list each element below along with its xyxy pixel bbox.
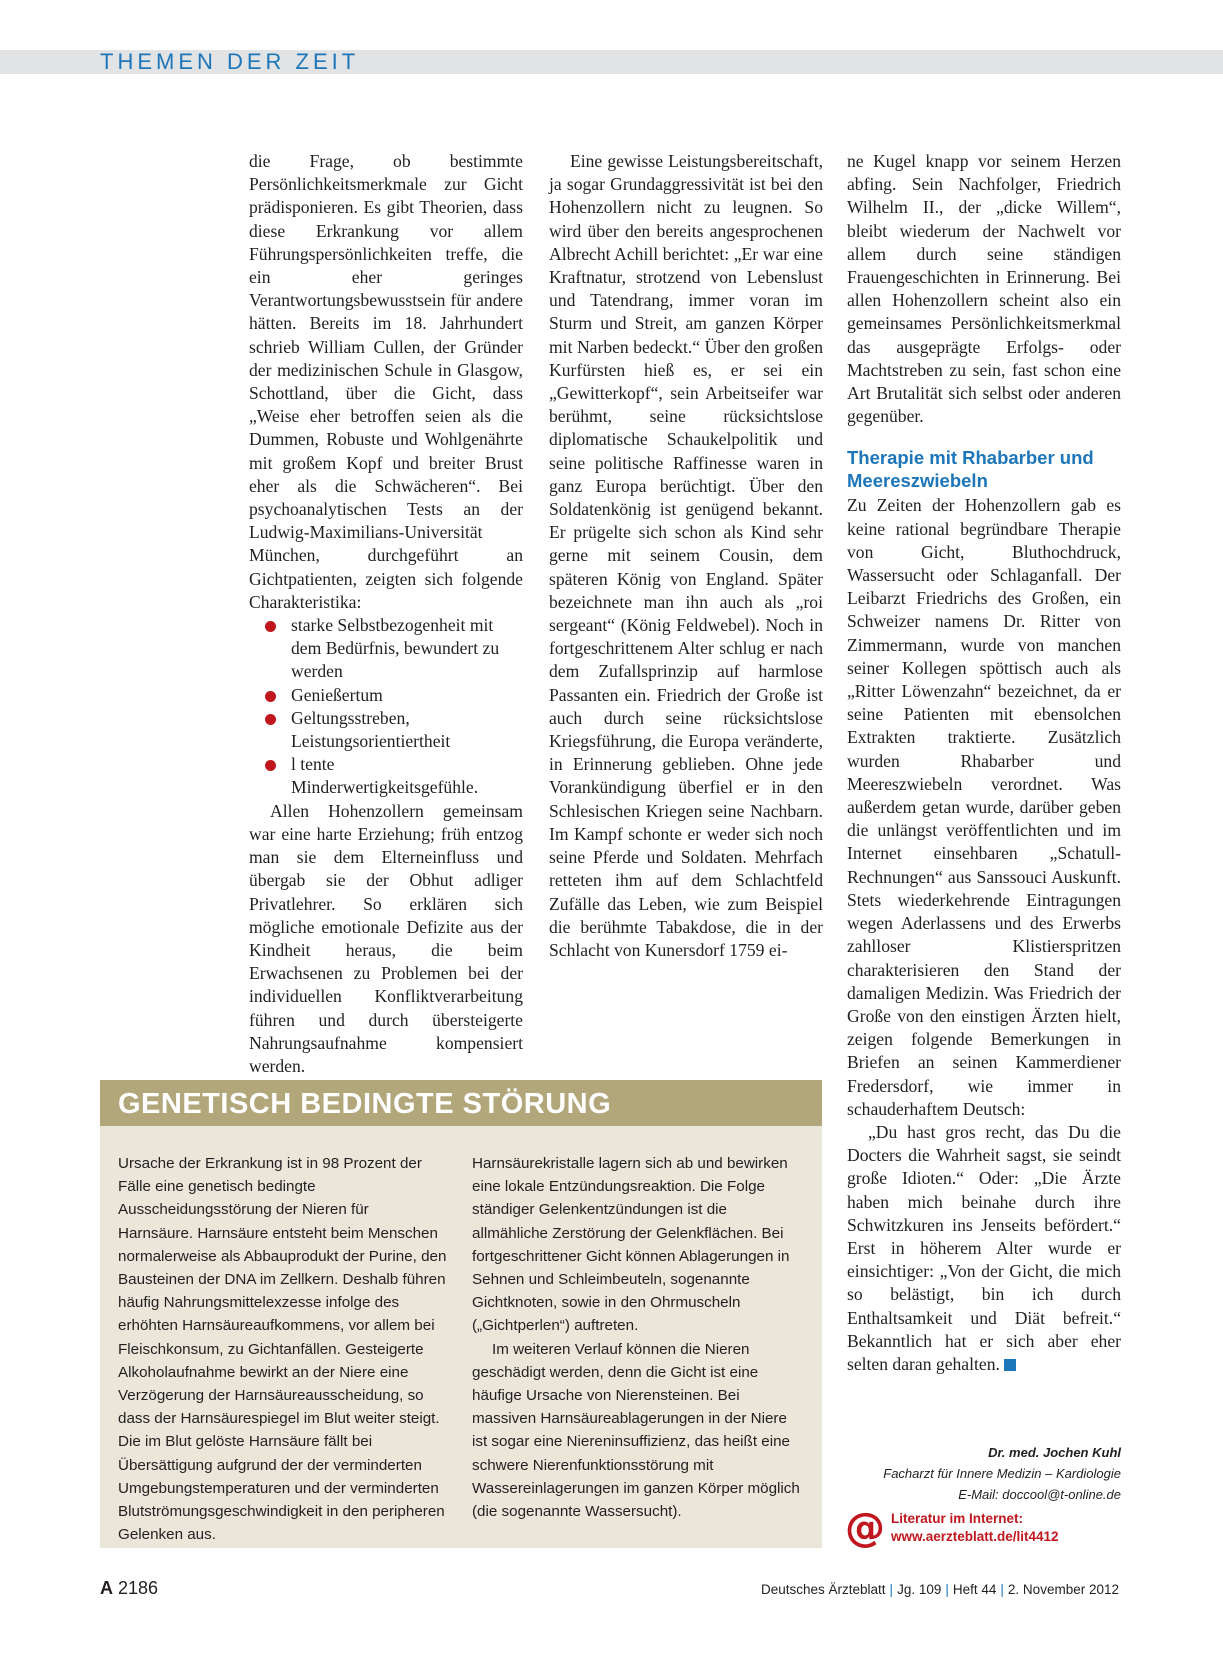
info-box-header	[100, 1080, 822, 1126]
paragraph: Allen Hohenzollern gemeinsam war eine harte Erziehung; früh entzog man sie dem Elterneinfluss und übergab sie der Obhut adliger Privatlehrer. So erklären sich mögliche emotionale Defizite aus der Kindheit heraus, die beim Erwachsenen zu Problemen bei der individuellen Konfliktverarbeitung führen und durch übersteigerte Nahrungsaufnahme kompensiert werden.	[249, 800, 523, 1076]
journal-name: Deutsches Ärzteblatt	[760, 1582, 886, 1597]
article-column-3	[847, 150, 1121, 1376]
journal-issue: Heft 44	[952, 1582, 997, 1597]
list-item: Geltungsstreben, Leistungsorientiertheit	[291, 707, 523, 753]
info-box-title: GENETISCH BEDINGTE STÖRUNG	[118, 1088, 612, 1120]
literature-link[interactable]	[845, 1505, 1125, 1552]
author-name: Dr. med. Jochen Kuhl	[988, 1445, 1121, 1460]
page-number-value: 2186	[118, 1578, 159, 1598]
author-email[interactable]: E-Mail: doccool@t-online.de	[958, 1487, 1121, 1502]
paragraph-text: „Du hast gros recht, das Du die Docters die Wahrheit sagst, sie seindt große Idioten.“ Oder: „Die Ärzte haben mich beinahe durch ihre Schwitzkuren ins Jenseits befördert.“ Erst in höherem Alter wurde er einsichtiger: „Von der Gicht, die mich so belästigt, bin ich durch Enthaltsamkeit und Diät befreit.“ Bekanntlich hat er sich aber eher selten daran gehalten.	[847, 1121, 1121, 1374]
journal-footer	[761, 1582, 1119, 1597]
info-box	[100, 1080, 822, 1548]
paragraph: Zu Zeiten der Hohenzollern gab es keine rational begründbare Therapie von Gicht, Bluthochdruck, Wassersucht oder Schlaganfall. Der Leibarzt Friedrichs des Großen, ein Schweizer namens Dr. Ritter von Zimmermann, wurde von manchen seiner Kollegen spöttisch auch als „Ritter Löwenzahn“ bezeichnet, da er seine Patienten mit ebensolchen Extrakten traktierte. Zusätzlich wurden Rhabarber und Meereszwiebeln verordnet. Was außerdem getan wurde, darüber geben die unlängst veröffentlichten und im Internet einsehbaren „Schatull-Rechnungen“ aus Sanssouci Auskunft. Stets wiederkehrende Eintragungen wegen Aderlassens und des Erwerbs zahlloser Klistierspritzen charakterisieren den Stand der damaligen Medizin. Was Friedrich der Große von den einstigen Ärzten hielt, zeigen folgende Bemerkungen in Briefen an seinen Kammerdiener Fredersdorf, wie immer in schauderhaftem Deutsch:	[847, 495, 1121, 1119]
author-byline	[847, 1442, 1121, 1505]
list-item: Genießertum	[291, 684, 523, 707]
end-mark-icon	[1004, 1359, 1016, 1371]
separator: |	[889, 1582, 894, 1597]
literature-url[interactable]: www.aerzteblatt.de/lit4412	[891, 1529, 1059, 1544]
paragraph: Harnsäurekristalle lagern sich ab und bewirken eine lokale Entzündungsreaktion. Die Folge ständiger Gelenkentzündungen ist die allmähliche Zerstörung der Gelenkflächen. Bei fortgeschrittener Gicht können Ablagerungen in Sehnen und Schleimbeuteln, sogenannte Gichtknoten, sowie in den Ohrmuscheln („Gichtperlen“) auftreten.	[472, 1155, 790, 1335]
paragraph-final	[847, 1121, 1121, 1376]
separator: |	[1000, 1582, 1004, 1597]
list-item: l tente Minderwertigkeitsgefühle.	[291, 753, 523, 799]
paragraph: Im weiteren Verlauf können die Nieren geschädigt werden, denn die Gicht ist eine häufige Ursache von Nierensteinen. Bei massiven Harnsäureablagerungen in der Niere ist sogar eine Niereninsuffizienz, das heißt eine schwere Nierenfunktionsstörung mit Wassereinlagerungen im ganzen Körper möglich (die sogenannte Wassersucht).	[472, 1340, 800, 1521]
section-title: THEMEN DER ZEIT	[100, 49, 360, 74]
paragraph: Ursache der Erkrankung ist in 98 Prozent der Fälle eine genetisch bedingte Ausscheidungsstörung der Nieren für Harnsäure. Harnsäure entsteht beim Menschen normalerweise als Abbauprodukt der Purine, den Bausteinen der DNA im Zellkern. Deshalb führen häufig Nahrungsmittelexzesse infolge des erhöhten Harnsäureaufkommens, vor allem bei Fleischkonsum, zu Gichtanfällen. Gesteigerte Alkoholaufnahme bewirkt an der Niere eine Verzögerung der Harnsäureausscheidung, so dass der Harnsäurespiegel im Blut weiter steigt. Die im Blut gelöste Harnsäure fällt bei Übersättigung aufgrund der der verminderten Umgebungstemperaturen und der verminderten Blutströmungsgeschwindigkeit in den peripheren Gelenken aus.	[118, 1155, 447, 1544]
journal-volume: Jg. 109	[897, 1582, 942, 1597]
info-box-column-1	[118, 1152, 448, 1546]
paragraph: ne Kugel knapp vor seinem Herzen abfing. Sein Nachfolger, Friedrich Wilhelm II., der „dicke Willem“, bleibt wiederum der Nachwelt vor allem durch seine ständigen Frauengeschichten in Erinnerung. Bei allen Hohenzollern scheint also ein gemeinsames Persönlichkeitsmerkmal das ausgeprägte Erfolgs- oder Machtstreben zu sein, fast schon eine Art Brutalität sich selbst oder anderen gegenüber.	[847, 151, 1121, 427]
article-column-2	[549, 150, 823, 962]
list-item: starke Selbstbezogenheit mit dem Bedürfnis, bewundert zu werden	[291, 614, 523, 684]
info-box-column-2	[472, 1152, 802, 1523]
page-prefix: A	[100, 1578, 113, 1598]
at-sign-icon: @	[845, 1505, 885, 1551]
characteristics-list	[249, 614, 523, 800]
literature-label: Literatur im Internet:	[891, 1511, 1024, 1526]
journal-date: 2. November 2012	[1007, 1582, 1119, 1597]
paragraph: die Frage, ob bestimmte Persönlichkeitsmerkmale zur Gicht prädisponieren. Es gibt Theorien, dass diese Erkrankung vor allem Führungspersönlichkeiten treffe, die ein eher geringes Verantwortungsbewusstsein für andere hätten. Bereits im 18. Jahrhundert schrieb William Cullen, der Gründer der medizinischen Schule in Glasgow, Schottland, über die Gicht, dass „Weise eher betroffen seien als die Dummen, Robuste und Wohlgenährte mit großem Kopf und breiter Brust eher als die Schwächeren“. Bei psychoanalytischen Tests an der Ludwig-Maximilians-Universität München, durchgeführt an Gichtpatienten, zeigten sich folgende Charakteristika:	[249, 151, 523, 612]
separator: |	[945, 1582, 949, 1597]
subheading: Therapie mit Rhabarber und Meereszwiebeln	[847, 447, 1094, 492]
article-column-1	[249, 150, 523, 1078]
author-role: Facharzt für Innere Medizin – Kardiologie	[883, 1466, 1121, 1481]
page-number	[100, 1578, 158, 1599]
paragraph: Eine gewisse Leistungsbereitschaft, ja sogar Grundaggressivität ist bei den Hohenzollern nicht zu leugnen. So wird über den bereits angesprochenen Albrecht Achill berichtet: „Er war eine Kraftnatur, strotzend von Lebenslust und Tatendrang, immer voran im Sturm und Streit, am ganzen Körper mit Narben bedeckt.“ Über den großen Kurfürsten hieß es, er sei ein „Gewitterkopf“, sein Arbeitseifer war berühmt, seine rücksichtslose diplomatische Schaukelpolitik und seine politische Raffinesse waren in ganz Europa berüchtigt. Über den Soldatenkönig ist genügend bekannt. Er prügelte sich schon als Kind sehr gerne mit seinem Cousin, dem späteren König von England. Später bezeichnete man ihn auch als „roi sergeant“ (König Feldwebel). Noch in fortgeschrittenem Alter schlug er nach dem Zufallsprinzip auf harmlose Passanten ein. Friedrich der Große ist auch durch seine rücksichtslose Kriegsführung, die Europa veränderte, in Erinnerung geblieben. Ohne jede Vorankündigung überfiel er in den Schlesischen Kriegen seine Nachbarn. Im Kampf schonte er weder sich noch seine Pferde und Soldaten. Mehrfach retteten ihm auf dem Schlachtfeld Zufälle das Leben, wie zum Beispiel die berühmte Tabakdose, die in der Schlacht von Kunersdorf 1759 ei-	[549, 151, 823, 960]
